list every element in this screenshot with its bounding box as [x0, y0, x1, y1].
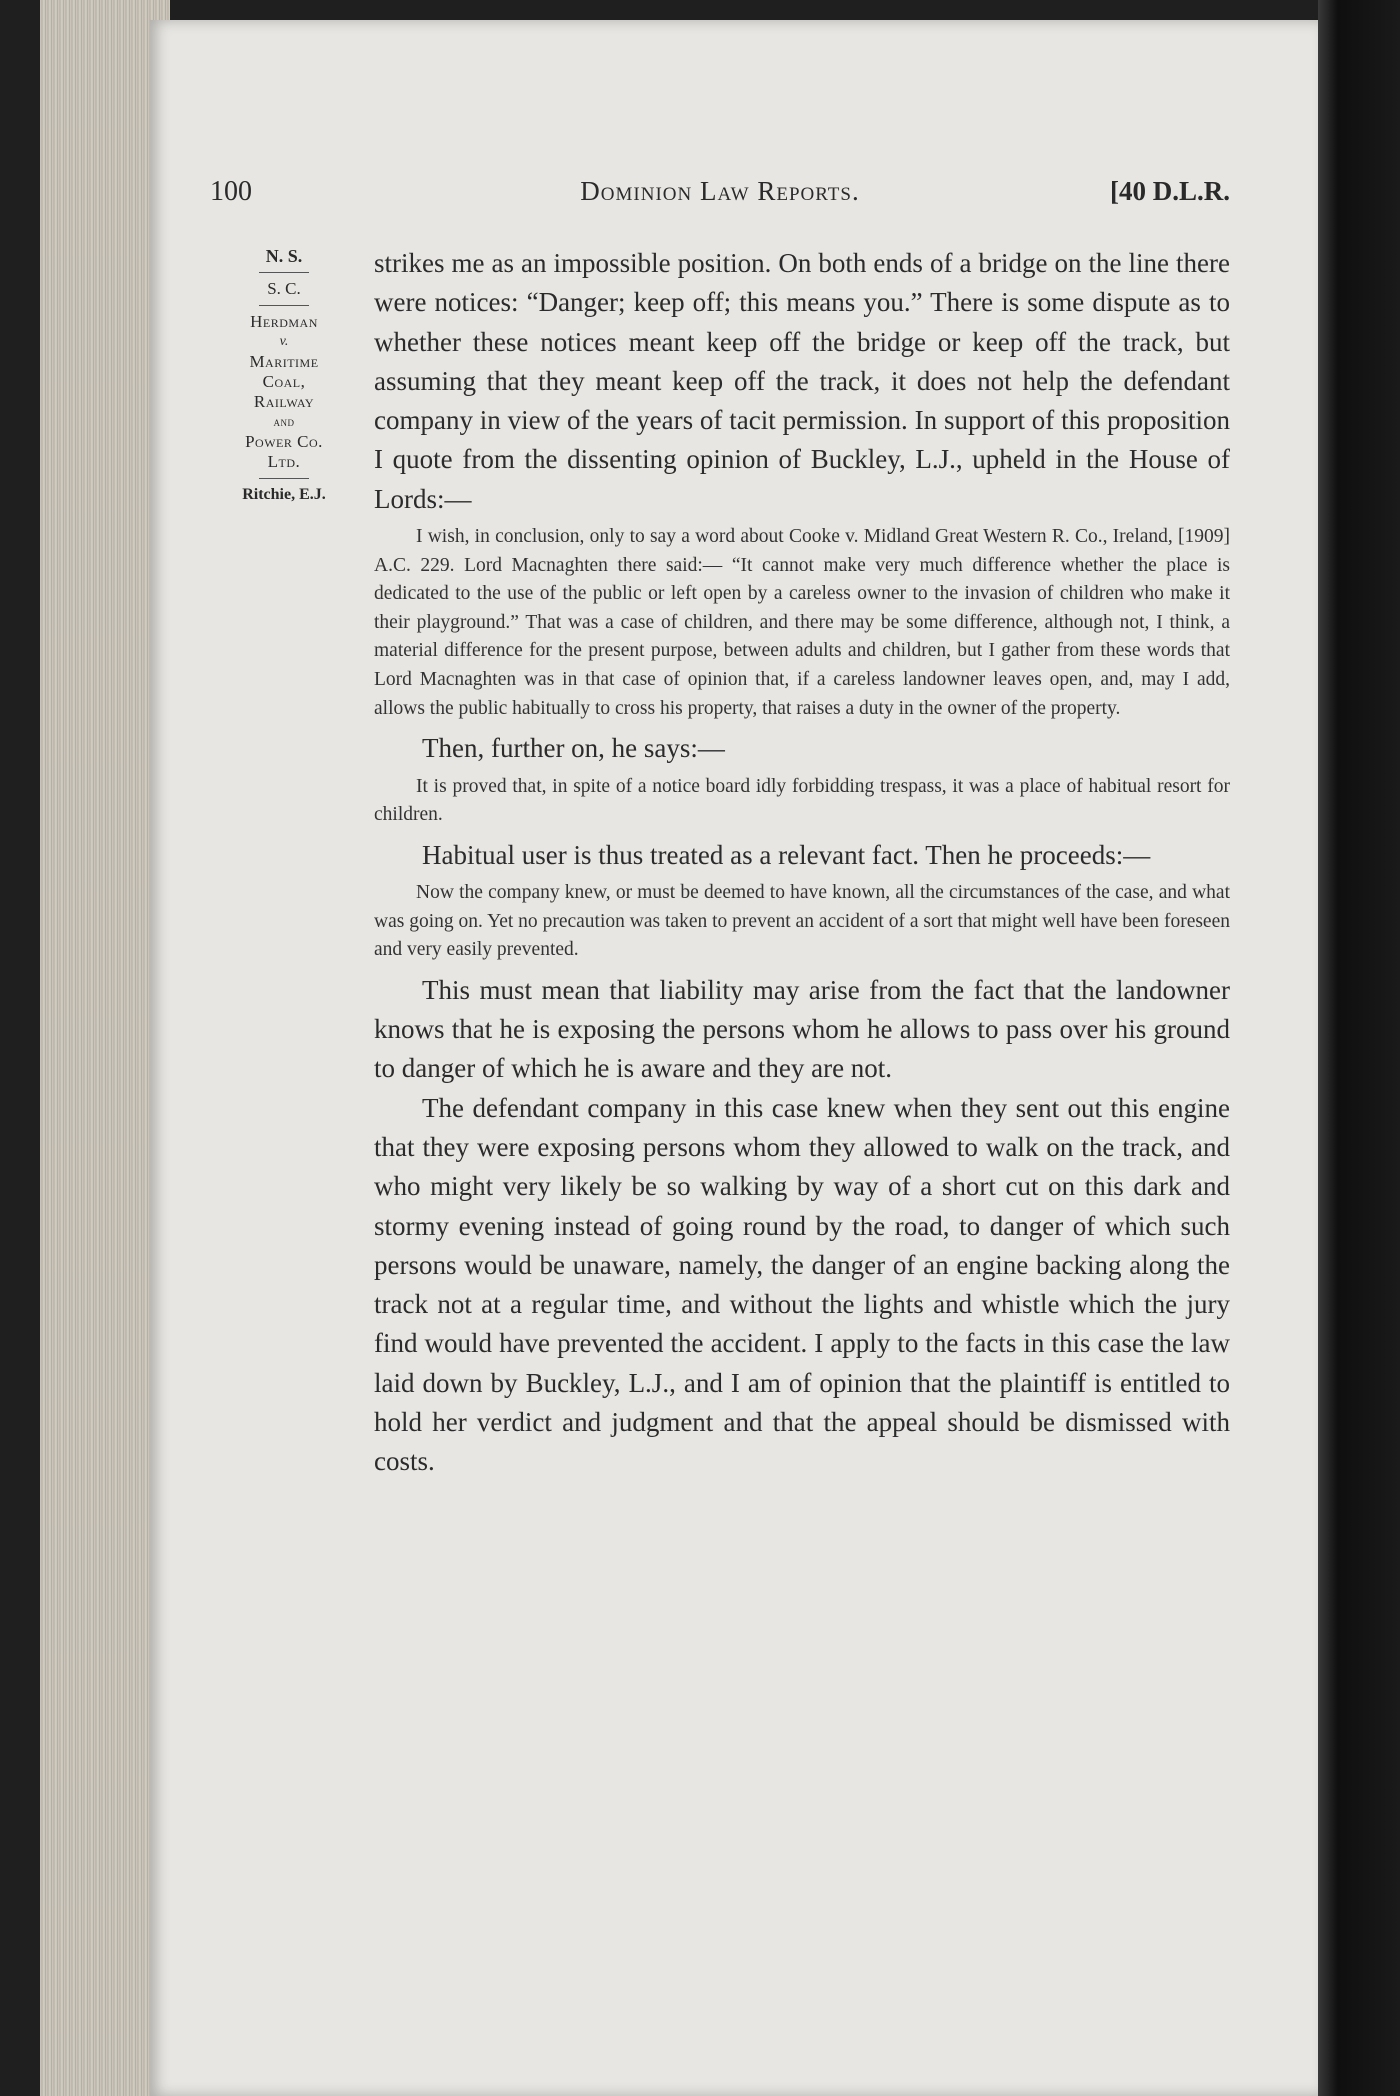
quote-text: It is proved that, in spite of a notice board idly forbidding trespass, it was a place of habitual resort for children.: [374, 775, 1230, 826]
party-defendant-line: Railway: [253, 392, 315, 411]
facing-page-shadow: [1318, 0, 1400, 2096]
quote-text: I wish, in conclusion, only to say a word about Cooke v. Midland Great Western R. Co., Ireland, [1909] A.C. 229. Lord Macnaghten there said:— “It cannot make very much difference whether the place is dedicated to the use of the public or left open by a careless owner to the invasion of children who make it their playground.” That was a case of children, and there may be some difference, although not, I think, a material difference for the present purpose, between adults and children, but I gather from these words that Lord Macnaghten was in that case of opinion that, if a careless landowner leaves open, and, may I add, allows the public habitually to cross his property, that raises a duty in the owner of the property.: [374, 526, 1230, 719]
divider: [259, 478, 309, 479]
court-abbrev: N. S.: [265, 246, 303, 266]
page-header: [210, 176, 1230, 216]
divider: [259, 272, 309, 273]
block-quote: [374, 773, 1230, 830]
main-text: [374, 244, 1230, 1482]
paragraph: The defendant company in this case knew when they sent out this engine that they were exposing persons whom they allowed to walk on the track, and who might very likely be so walking by way of a short cut on this dark and stormy evening instead of going round by the road, to danger of which such persons would be unaware, namely, the danger of an engine backing along the track not at a regular time, and without the lights and whistle which the jury find would have prevented the accident. I apply to the facts in this case the law laid down by Buckley, L.J., and I am of opinion that the plaintiff is entitled to hold her verdict and judgment and that the appeal should be dismissed with costs.: [374, 1092, 1230, 1477]
paragraph: Then, further on, he says:—: [422, 733, 725, 764]
quote-text: Now the company knew, or must be deemed to have known, all the circumstances of the case, and what was going on. Yet no precaution was taken to prevent an accident of a sort that might well have been foreseen and very easily prevented.: [374, 882, 1230, 961]
division-abbrev: S. C.: [267, 279, 301, 298]
volume-reference: [40 D.L.R.: [1110, 176, 1230, 206]
case-sidenote: [218, 246, 350, 505]
party-defendant-line: Maritime: [249, 352, 319, 371]
page-number: 100: [210, 176, 252, 207]
divider: [259, 305, 309, 306]
block-quote: [374, 523, 1230, 723]
party-plaintiff: Herdman: [250, 312, 318, 331]
running-title: Dominion Law Reports.: [580, 176, 860, 206]
party-defendant-line: Ltd.: [267, 452, 301, 471]
party-defendant-line: and: [273, 414, 295, 429]
judge-name: Ritchie, E.J.: [242, 486, 326, 503]
versus: v.: [279, 334, 289, 349]
paragraph: strikes me as an impossible position. On both ends of a bridge on the line there were notices: “Danger; keep off; this means you.” There is some dispute as to whether these notices meant keep off the bridge or keep off the track, but assuming that they meant keep off the track, it does not help the defendant company in view of the years of tacit permission. In support of this proposition I quote from the dissenting opinion of Buckley, L.J., upheld in the House of Lords:—: [374, 248, 1230, 514]
paragraph: Habitual user is thus treated as a relevant fact. Then he proceeds:—: [422, 839, 1151, 870]
party-defendant-line: Power Co.: [245, 432, 323, 451]
paragraph: This must mean that liability may arise from the fact that the landowner knows that he is exposing the persons whom he allows to pass over his ground to danger of which he is aware and they are not.: [374, 974, 1230, 1084]
party-defendant-line: Coal,: [262, 372, 306, 391]
block-quote: [374, 879, 1230, 965]
